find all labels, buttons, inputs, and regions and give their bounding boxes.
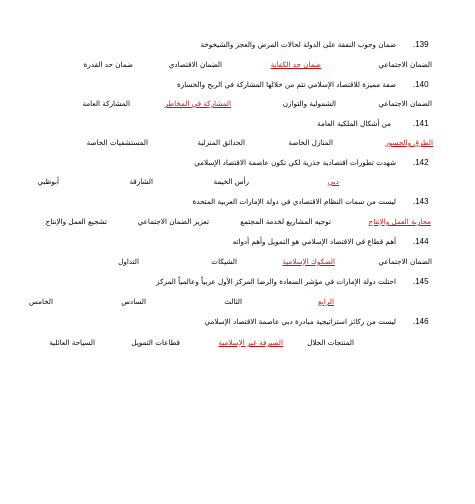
question-number: .139 <box>413 40 429 49</box>
option: التداول <box>118 257 139 266</box>
correct-option: الصيرفة غير الإسلامية <box>218 338 283 347</box>
correct-option: الطرق والجسور <box>385 138 433 147</box>
question-number: .142 <box>413 158 429 167</box>
option: المستشفيات الخاصة <box>86 138 148 147</box>
question-text: ليست من ركائز استراتيجية مبادرة دبي عاصمة الاقتصاد الإسلامي <box>204 317 396 326</box>
question-text: ضمان وجوب النفقة على الدولة لحالات المرض والعجز والشيخوخة <box>200 40 396 49</box>
option: أبوظبي <box>37 177 59 186</box>
question-text: أهم قطاع في الاقتصاد الإسلامي هو التمويل وأهم أدواته <box>232 237 396 246</box>
option: الثالث <box>224 297 242 306</box>
correct-option: الرابع <box>318 297 334 306</box>
correct-option: ضمان حد الكفاية <box>270 60 321 69</box>
question-number: .143 <box>413 197 429 206</box>
correct-option: دبي <box>327 177 339 186</box>
question-number: .141 <box>413 119 429 128</box>
question-number: .144 <box>413 237 429 246</box>
option: الشمولية والتوازن <box>282 99 336 108</box>
correct-option: محاربة العمل والإنتاج <box>368 217 431 226</box>
option: الضمان الاجتماعي <box>378 60 432 69</box>
question-text: شهدت تطورات اقتصادية جذرية لكي تكون عاصمة الاقتصاد الإسلامي <box>194 158 396 167</box>
question-text: من أشكال الملكية العامة <box>317 119 391 128</box>
option: الضمان الاجتماعي <box>378 257 432 266</box>
option: الضمان الاجتماعي <box>378 99 432 108</box>
question-text: صفة مميزة للاقتصاد الإسلامي تتم من خلالها المشاركة في الربح والخسارة <box>176 80 396 89</box>
option: المنتجات الحلال <box>307 338 354 347</box>
question-text: احتلت دولة الإمارات في مؤشر السعادة والرضا المركز الأول عربياً وعالمياً المركز <box>156 277 396 286</box>
option: السادس <box>121 297 146 306</box>
option: ضمان حد القدرة <box>83 60 133 69</box>
option: المنازل الخاصة <box>288 138 333 147</box>
option: المشاركة العامة <box>82 99 130 108</box>
option: الضمان الاقتصادي <box>168 60 222 69</box>
question-number: .146 <box>413 317 429 326</box>
option: السياحة العائلية <box>49 338 95 347</box>
question-text: ليست من سمات النظام الاقتصادي في دولة الإمارات العربية المتحدة <box>192 197 396 206</box>
question-number: .145 <box>413 277 429 286</box>
option: توجيه المشاريع لخدمة المجتمع <box>240 217 331 226</box>
option: الخامس <box>28 297 53 306</box>
option: قطاعات التمويل <box>131 338 180 347</box>
question-number: .140 <box>413 80 429 89</box>
option: تشجيع العمل والإنتاج <box>45 217 107 226</box>
option: تعزيز الضمان الاجتماعي <box>137 217 209 226</box>
option: الشيكات <box>211 257 237 266</box>
correct-option: الصكوك الإسلامية <box>282 257 335 266</box>
option: رأس الخيمة <box>213 177 249 186</box>
option: الحدائق المنزلية <box>197 138 245 147</box>
correct-option: المشاركة في المخاطر <box>164 99 231 108</box>
option: الشارقة <box>129 177 153 186</box>
